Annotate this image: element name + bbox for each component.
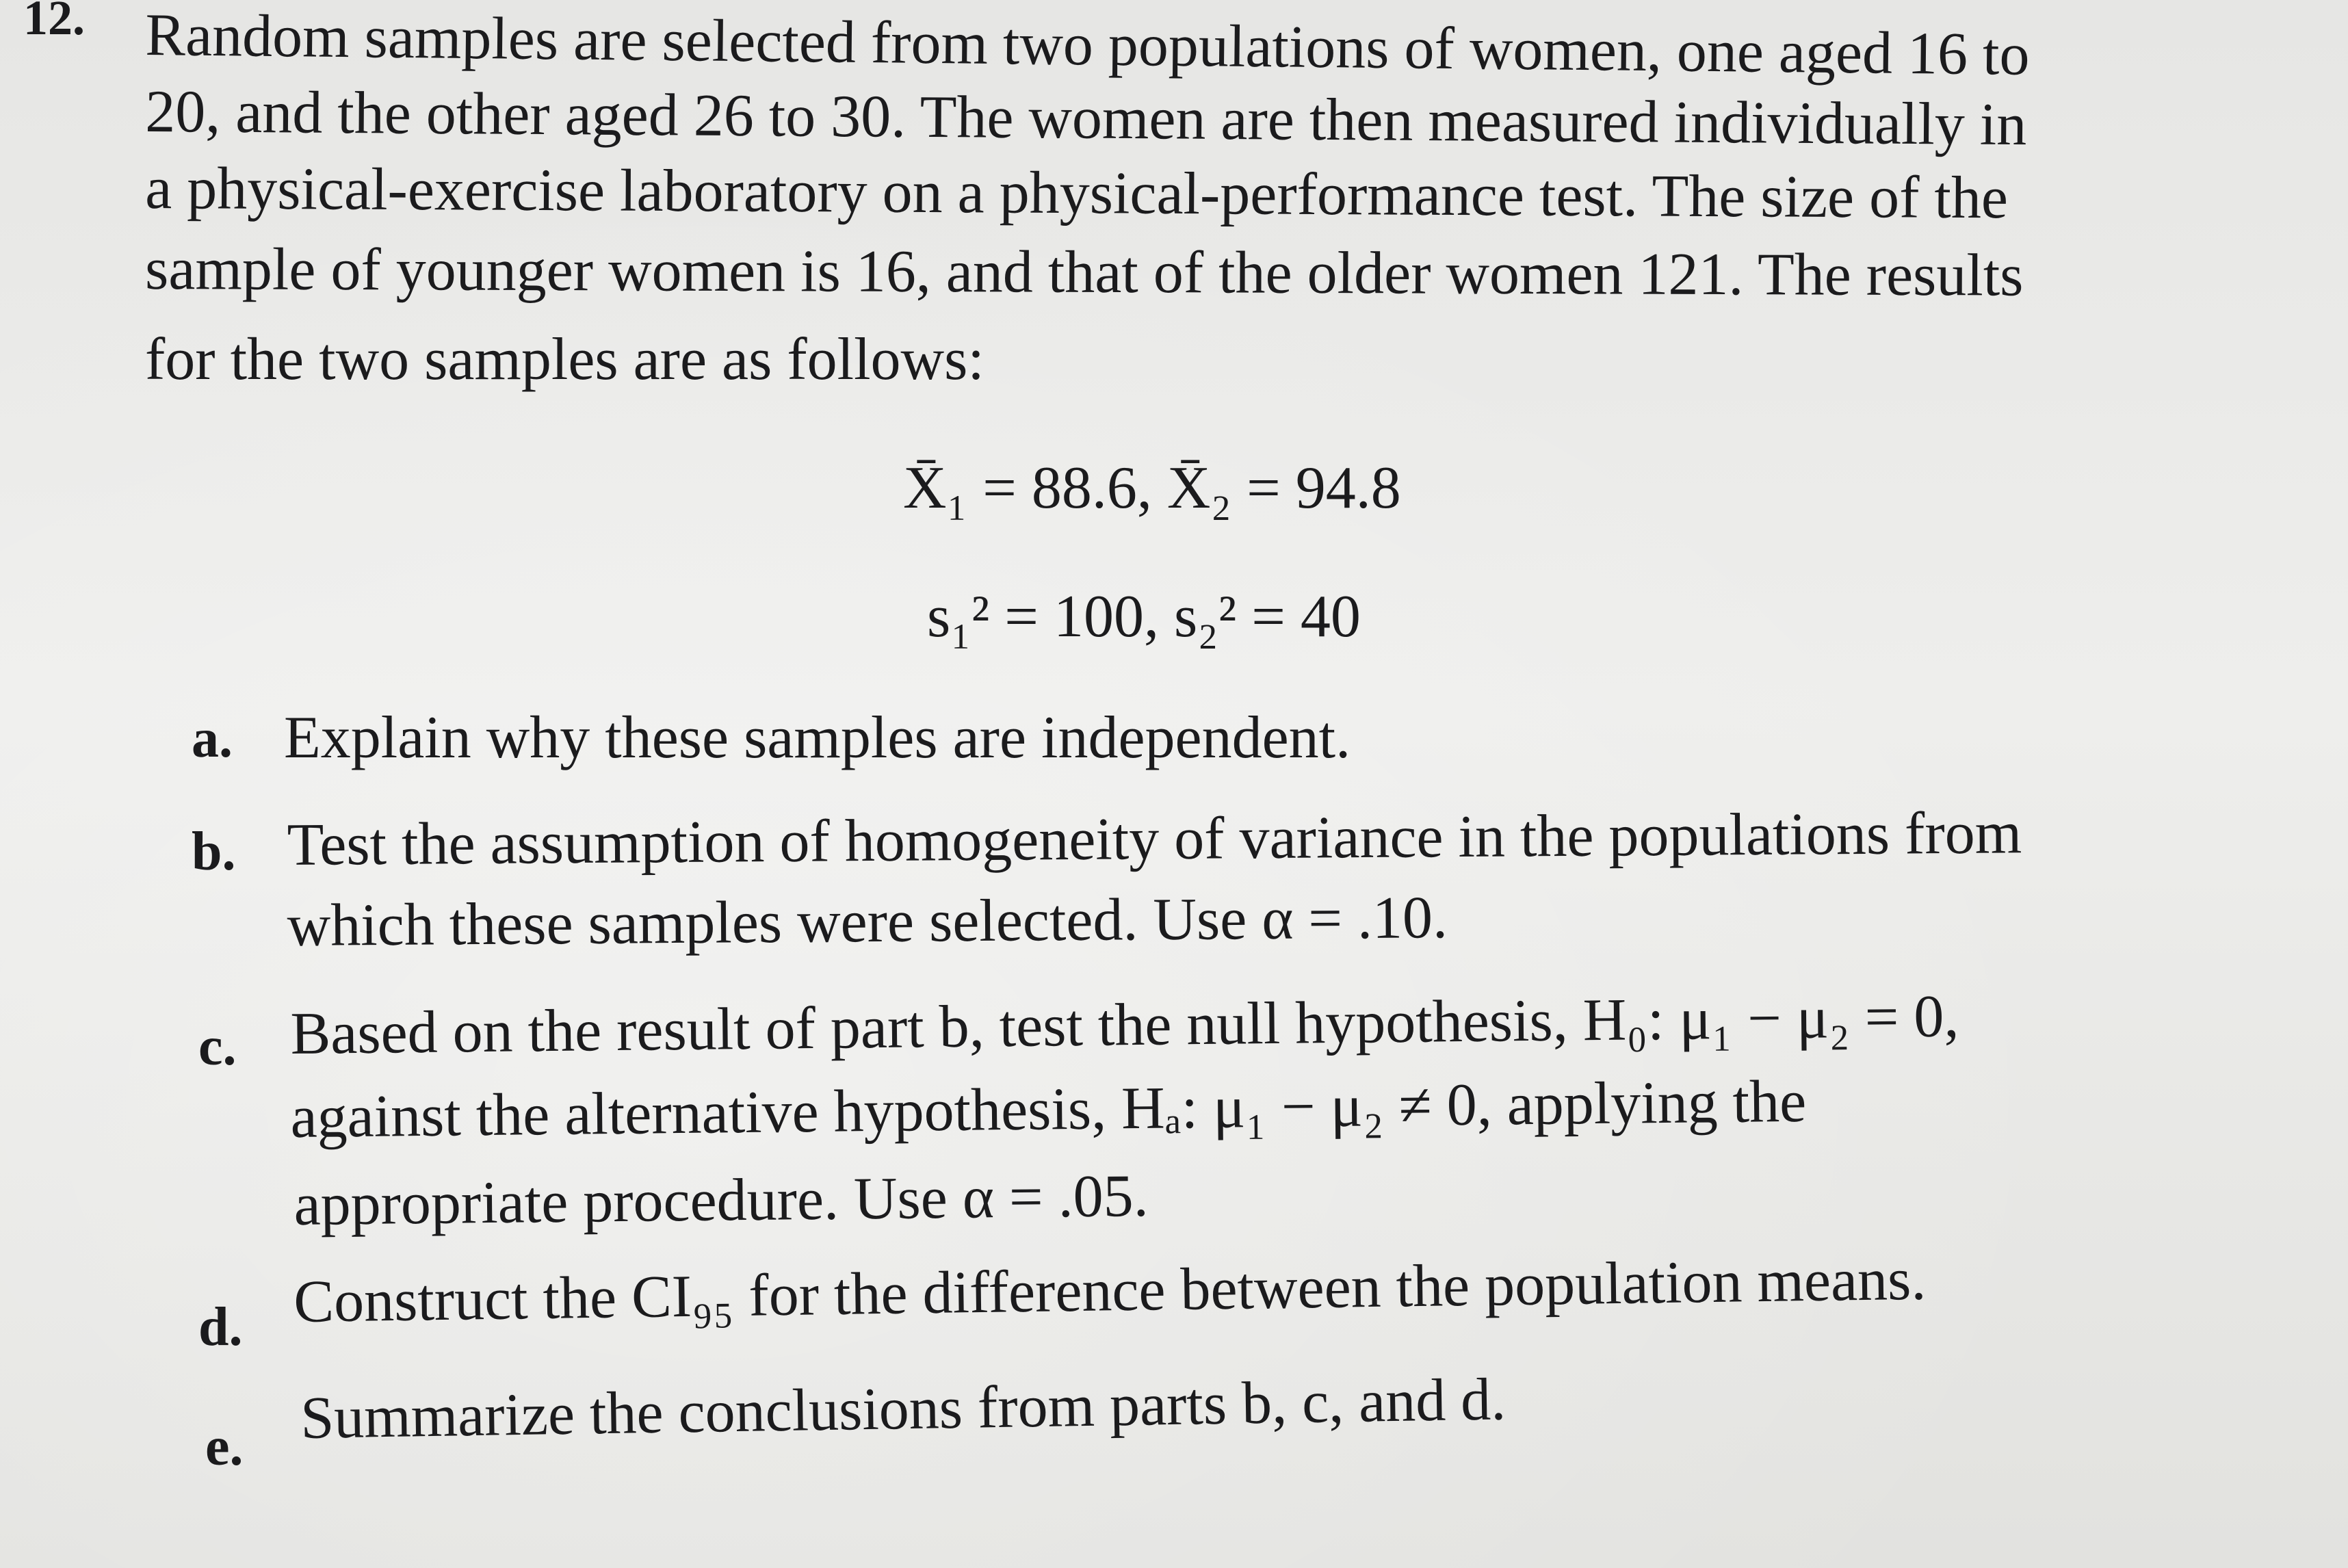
part-c-line-2: against the alternative hypothesis, Hₐ: μ₁ − μ₂ ≠ 0, applying the [290,1068,1807,1151]
intro-line-1: Random samples are selected from two populations of women, one aged 16 to [144,2,2031,88]
intro-line-3: a physical-exercise laboratory on a physical-performance test. The size of the [144,155,2009,232]
part-c-line-1: Based on the result of part b, test the null hypothesis, H₀: μ₁ − μ₂ = 0, [290,983,1959,1067]
part-c-letter: c. [198,1017,237,1077]
part-b-line-2: which these samples were selected. Use α = .10. [287,885,1448,959]
problem-number: 12. [23,0,85,45]
part-b-letter: b. [192,822,236,882]
intro-line-2: 20, and the other aged 26 to 30. The women are then measured individually in [144,79,2027,159]
part-b-line-1: Test the assumption of homogeneity of variance in the populations from [287,800,2022,878]
part-d-line-1: Construct the CI₉₅ for the difference between the population means. [293,1246,1927,1335]
part-c-line-3: appropriate procedure. Use α = .05. [294,1162,1149,1238]
part-e-letter: e. [205,1417,244,1477]
part-e-line-1: Summarize the conclusions from parts b, c, and d. [300,1366,1506,1452]
part-a-line-1: Explain why these samples are independent. [284,705,1351,771]
equation-variances: s₁² = 100, s₂² = 40 [927,584,1361,650]
intro-line-4: sample of younger women is 16, and that of the older women 121. The results [144,236,2024,309]
part-d-letter: d. [198,1297,243,1357]
intro-line-5: for the two samples are as follows: [145,326,984,393]
part-a-letter: a. [192,709,233,769]
equation-means: X̄₁ = 88.6, X̄₂ = 94.8 [903,455,1401,521]
